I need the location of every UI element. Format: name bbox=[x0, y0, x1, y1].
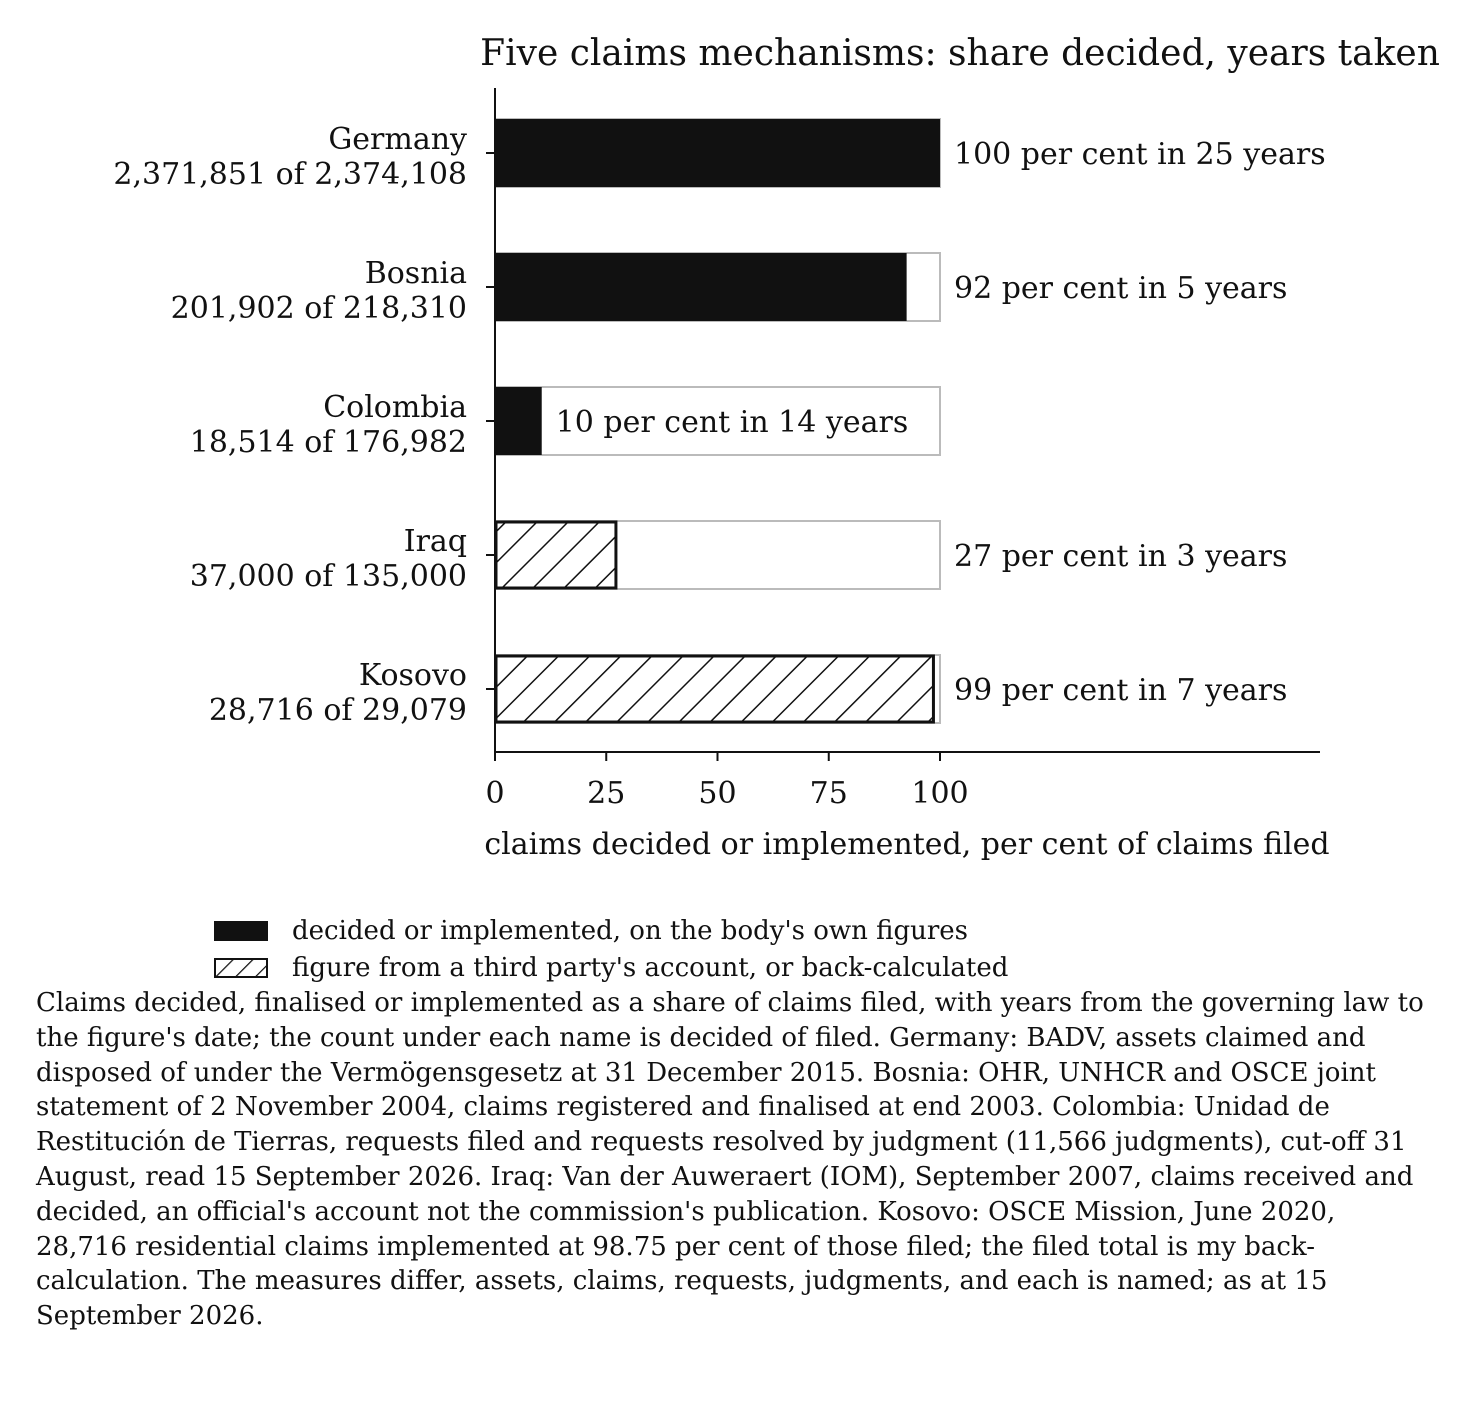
bar-bosnia bbox=[495, 253, 907, 321]
x-tick-label-25: 25 bbox=[587, 776, 626, 811]
bar-kosovo bbox=[496, 656, 933, 722]
data-label-bosnia: 92 per cent in 5 years bbox=[954, 271, 1288, 306]
data-label-kosovo: 99 per cent in 7 years bbox=[954, 673, 1288, 708]
category-count-colombia: 18,514 of 176,982 bbox=[189, 425, 467, 460]
category-name-iraq: Iraq bbox=[403, 524, 467, 559]
legend-item-own bbox=[214, 912, 1008, 949]
category-name-kosovo: Kosovo bbox=[358, 658, 467, 693]
category-count-germany: 2,371,851 of 2,374,108 bbox=[113, 157, 467, 192]
chart-title: Five claims mechanisms: share decided, years taken bbox=[480, 33, 1440, 74]
category-count-bosnia: 201,902 of 218,310 bbox=[170, 291, 467, 326]
source-note: Claims decided, finalised or implemented as a share of claims filed, with years from the governing law to the figure's date; the count under each name is decided of filed. Germany: BADV, assets claimed and disposed of under the Vermögensgesetz at 31 December 2015. Bosnia: OHR, UNHCR and OSCE joint statement of 2 November 2004, claims registered and finalised at end 2003. Colombia: Unidad de Restitución de Tierras, requests filed and requests resolved by judgment (11,566 judgments), cut-off 31 August, read 15 September 2026. Iraq: Van der Auweraert (IOM), September 2007, claims received and decided, an official's account not the commission's publication. Kosovo: OSCE Mission, June 2020, 28,716 residential claims implemented at 98.75 per cent of those filed; the filed total is my back-calculation. The measures differ, assets, claims, requests, judgments, and each is named; as at 15 September 2026. bbox=[36, 988, 1424, 1332]
legend-swatch-solid bbox=[214, 921, 268, 941]
bars-layer bbox=[113, 119, 1325, 728]
data-label-iraq: 27 per cent in 3 years bbox=[954, 539, 1288, 574]
x-tick-label-100: 100 bbox=[911, 776, 969, 811]
legend bbox=[214, 912, 1008, 986]
x-tick-label-50: 50 bbox=[698, 776, 737, 811]
category-name-germany: Germany bbox=[328, 122, 467, 157]
category-count-kosovo: 28,716 of 29,079 bbox=[208, 693, 467, 728]
category-count-iraq: 37,000 of 135,000 bbox=[189, 559, 467, 594]
legend-swatch-hatched bbox=[214, 958, 268, 978]
legend-label-third-party: figure from a third party's account, or back-calculated bbox=[292, 952, 1009, 983]
data-label-germany: 100 per cent in 25 years bbox=[954, 137, 1326, 172]
legend-label-own: decided or implemented, on the body's own figures bbox=[292, 915, 968, 946]
data-label-colombia: 10 per cent in 14 years bbox=[555, 405, 909, 440]
x-tick-label-75: 75 bbox=[809, 776, 848, 811]
category-name-colombia: Colombia bbox=[323, 390, 467, 425]
x-axis-label: claims decided or implemented, per cent of claims filed bbox=[484, 827, 1330, 862]
category-name-bosnia: Bosnia bbox=[364, 256, 467, 291]
legend-item-third-party bbox=[214, 949, 1008, 986]
bar-colombia bbox=[495, 387, 542, 455]
x-ticks bbox=[485, 752, 968, 811]
x-tick-label-0: 0 bbox=[485, 776, 505, 811]
bar-iraq bbox=[496, 522, 616, 588]
bar-germany bbox=[495, 119, 940, 187]
